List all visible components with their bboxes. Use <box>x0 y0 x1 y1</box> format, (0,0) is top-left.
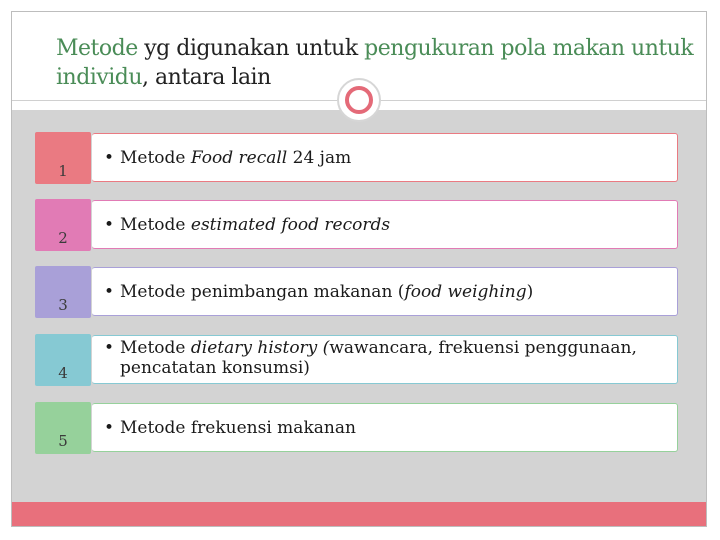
bullet-icon: • <box>104 215 115 235</box>
step-card-3 <box>92 267 678 316</box>
title-part-metode: Metode <box>56 36 138 61</box>
step-number-3: 3 <box>58 296 68 314</box>
step-number-4: 4 <box>58 364 68 382</box>
ring-ornament-icon <box>337 78 381 122</box>
step-number-box-5 <box>35 402 91 454</box>
step-text-2 <box>120 215 677 235</box>
step-text-prefix: Metode penimbangan makanan ( <box>120 282 405 302</box>
step-text-prefix: Metode <box>120 338 191 358</box>
step-text-5 <box>120 418 677 438</box>
ring-inner-icon <box>345 86 373 114</box>
step-text-3 <box>120 282 677 302</box>
step-card-4 <box>92 335 678 384</box>
step-number-1: 1 <box>58 162 68 180</box>
step-card-5 <box>92 403 678 452</box>
step-number-box-4 <box>35 334 91 386</box>
bullet-icon: • <box>104 418 115 438</box>
step-number-box-1 <box>35 132 91 184</box>
step-text-italic: estimated food records <box>190 215 391 235</box>
bullet-icon: • <box>104 148 115 168</box>
step-text-prefix: Metode <box>120 215 191 235</box>
title-part-text1: yg digunakan untuk <box>137 36 365 61</box>
step-text-suffix: ) <box>526 282 534 302</box>
step-card-1 <box>92 133 678 182</box>
step-text-prefix: Metode <box>120 148 191 168</box>
step-text-4 <box>120 338 677 378</box>
step-text-italic: Food recall <box>190 148 288 168</box>
step-text-suffix: 24 jam <box>287 148 352 168</box>
footer-bar <box>12 502 706 526</box>
step-number-5: 5 <box>58 432 68 450</box>
step-card-2 <box>92 200 678 249</box>
title-part-text2: , antara lain <box>142 65 271 90</box>
step-text-italic: food weighing <box>404 282 527 302</box>
title-part-pengukuran: pengukuran pola makan untuk <box>364 36 694 61</box>
step-text-prefix: Metode frekuensi makanan <box>120 418 356 438</box>
step-number-box-3 <box>35 266 91 318</box>
title-part-individu: individu <box>56 65 143 90</box>
step-text-italic: dietary history ( <box>190 338 330 358</box>
step-text-suffix: wawancara, frekuensi penggunaan, pencatatan konsumsi) <box>120 338 637 378</box>
step-number-box-2 <box>35 199 91 251</box>
step-number-2: 2 <box>58 229 68 247</box>
step-text-1 <box>120 148 677 168</box>
slide-title <box>56 34 696 92</box>
bullet-icon: • <box>104 282 115 302</box>
bullet-icon: • <box>104 338 115 358</box>
